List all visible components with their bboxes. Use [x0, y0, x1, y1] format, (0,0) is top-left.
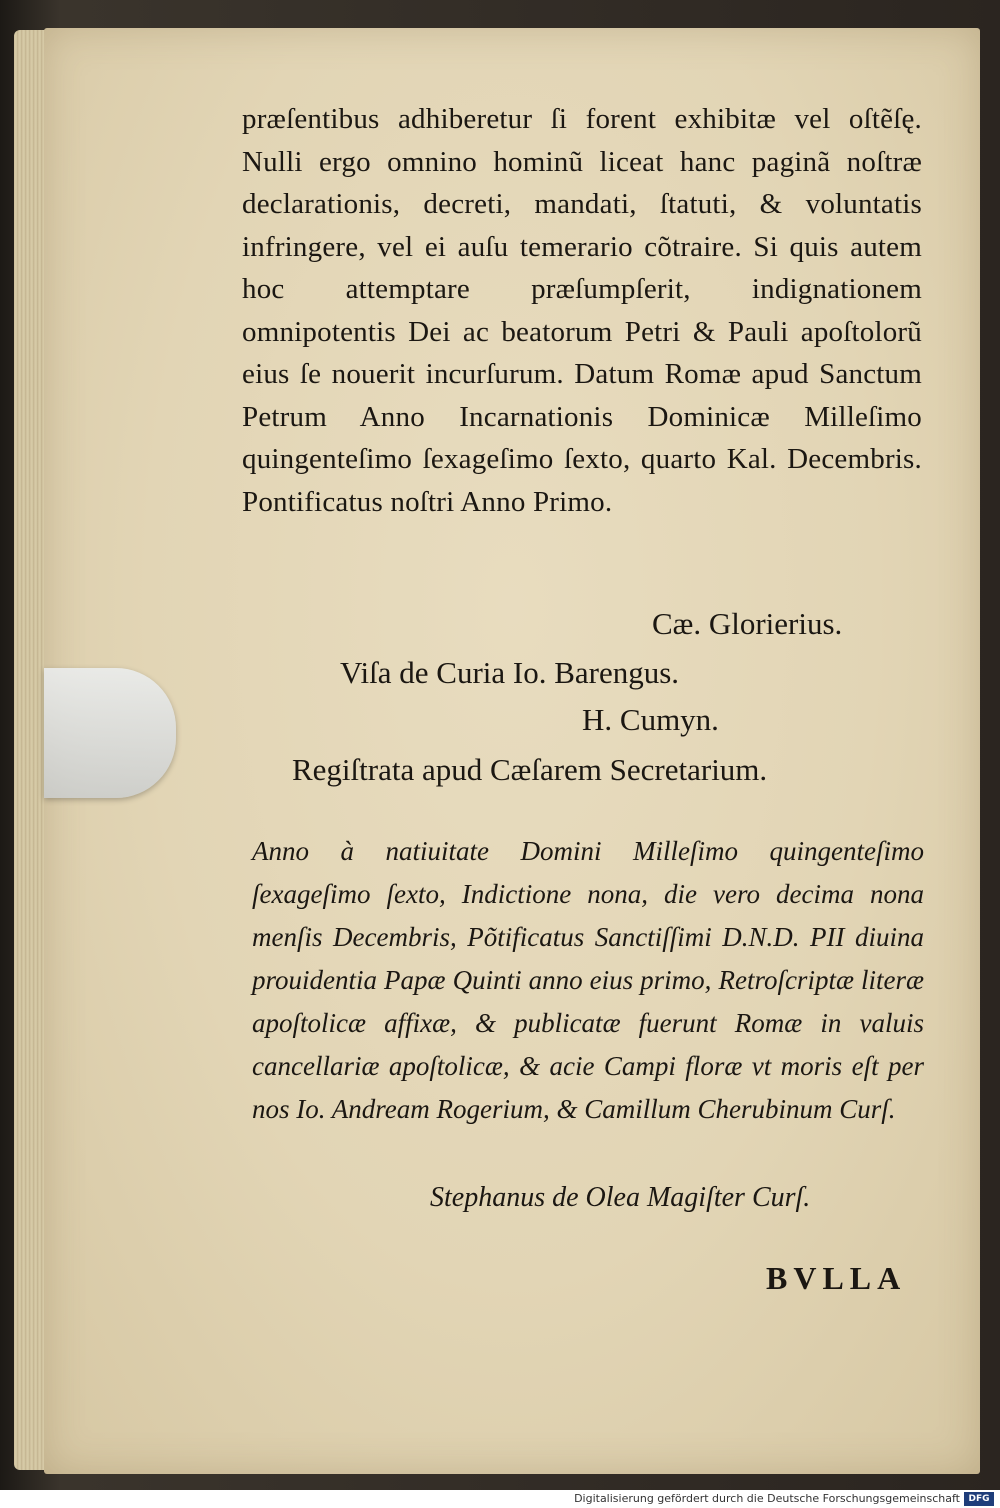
footer-credit: Digitalisierung gefördert durch die Deutsche Forschungsgemeinschaft [574, 1492, 960, 1505]
dfg-logo: DFG [964, 1492, 994, 1506]
signature-barengus: Viſa de Curia Io. Barengus. [340, 655, 680, 690]
signature-registrata: Regiſtrata apud Cæſarem Secretarium. [292, 752, 768, 787]
stephanus-line: Stephanus de Olea Magiſter Curſ. [430, 1182, 811, 1213]
main-text-block [242, 98, 922, 523]
italic-text-block [252, 830, 924, 1131]
main-paragraph: præſentibus adhiberetur ſi forent exhibitæ vel oſtẽſę. Nulli ergo omnino hominũ liceat hanc paginã noſtræ declarationis, decreti, mandati, ſtatuti, & voluntatis infringere, vel ei auſu temerario cõtraire. Si quis autem hoc attemptare præſumpſerit, indignationem omnipotentis Dei ac beatorum Petri & Pauli apoſtolorũ eius ſe nouerit incurſurum. Datum Romæ apud Sanctum Petrum Anno Incarnationis Dominicæ Milleſimo quingenteſimo ſexageſimo ſexto, quarto Kal. Decembris. Pontificatus noſtri Anno Primo. [242, 103, 922, 518]
catchword: BVLLA [766, 1260, 907, 1296]
italic-paragraph: Anno à natiuitate Domini Milleſimo quingenteſimo ſexageſimo ſexto, Indictione nona, die vero decima nona menſis Decembris, Põtificatus Sanctiſſimi D.N.D. PII diuina prouidentia Papæ Quinti anno eius primo, Retroſcriptæ literæ apoſtolicæ affixæ, & publicatæ fuerunt Romæ in valuis cancellariæ apoſtolicæ, & acie Campi floræ vt moris eſt per nos Io. Andream Rogerium, & Camillum Cherubinum Curſ. [252, 836, 924, 1124]
signature-glorierius: Cæ. Glorierius. [652, 606, 843, 641]
signature-cumyn: H. Cumyn. [582, 702, 719, 737]
page-clip [44, 668, 176, 798]
